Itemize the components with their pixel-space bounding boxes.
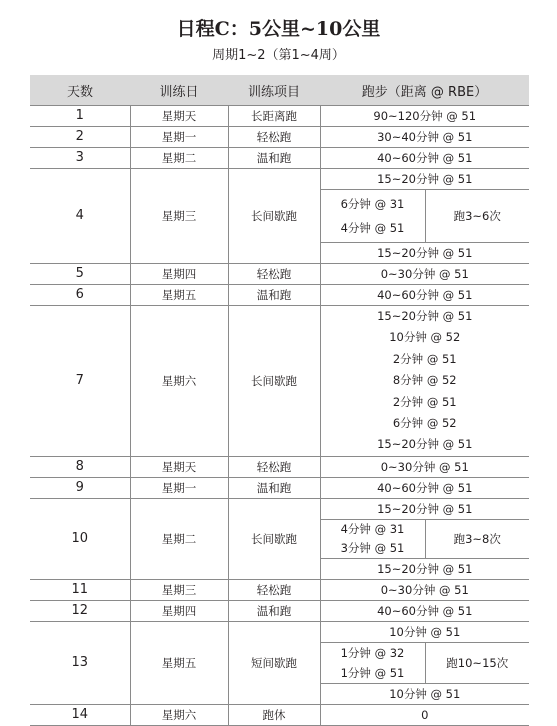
table-row [30, 285, 529, 306]
run-line: 2分钟 @ 51 [392, 394, 457, 409]
day-cell: 2 [30, 127, 130, 148]
item-cell: 轻松跑 [228, 456, 320, 477]
table-row [30, 306, 529, 457]
run-cell: 0~30分钟 @ 51 [320, 456, 529, 477]
run-cell-top: 15~20分钟 @ 51 [320, 498, 529, 519]
run-line: 8分钟 @ 52 [392, 373, 457, 388]
weekday-cell: 星期一 [130, 477, 228, 498]
page-title: 日程C：5公里~10公里 [176, 18, 381, 40]
table-row [30, 169, 529, 190]
header-day: 天数 [30, 75, 130, 106]
item-cell: 长间歇跑 [228, 498, 320, 579]
run-cell: 0~30分钟 @ 51 [320, 264, 529, 285]
run-cell: 30~40分钟 @ 51 [320, 127, 529, 148]
day-cell: 7 [30, 306, 130, 457]
day-cell: 3 [30, 148, 130, 169]
table-row [30, 106, 529, 127]
item-cell: 短间歇跑 [228, 621, 320, 704]
day-cell: 11 [30, 579, 130, 600]
table-row [30, 600, 529, 621]
table-row [30, 264, 529, 285]
header-run: 跑步（距离 @ RBE） [320, 75, 529, 106]
table-row [30, 621, 529, 642]
training-schedule-table [30, 75, 529, 726]
weekday-cell: 星期二 [130, 498, 228, 579]
interval-line: 1分钟 @ 51 [340, 665, 405, 680]
run-cell: 40~60分钟 @ 51 [320, 477, 529, 498]
run-cell: 90~120分钟 @ 51 [320, 106, 529, 127]
weekday-cell: 星期六 [130, 306, 228, 457]
run-cell: 0~30分钟 @ 51 [320, 579, 529, 600]
run-line: 15~20分钟 @ 51 [377, 309, 473, 323]
run-line: 6分钟 @ 52 [392, 416, 457, 431]
table-row [30, 704, 529, 725]
header-row [30, 75, 529, 106]
weekday-cell: 星期五 [130, 621, 228, 704]
item-cell: 轻松跑 [228, 264, 320, 285]
repeat-count: 跑10~15次 [425, 643, 530, 683]
repeat-count: 跑3~8次 [425, 520, 530, 558]
item-cell: 温和跑 [228, 600, 320, 621]
item-cell: 跑休 [228, 704, 320, 725]
run-line: 2分钟 @ 51 [392, 351, 457, 366]
run-cell-bottom: 15~20分钟 @ 51 [320, 558, 529, 579]
item-cell: 温和跑 [228, 148, 320, 169]
weekday-cell: 星期三 [130, 579, 228, 600]
interval-line: 4分钟 @ 31 [340, 521, 405, 536]
day-cell: 14 [30, 704, 130, 725]
item-cell: 长距离跑 [228, 106, 320, 127]
table-row [30, 579, 529, 600]
item-cell: 轻松跑 [228, 127, 320, 148]
item-cell: 温和跑 [228, 285, 320, 306]
day-cell: 4 [30, 169, 130, 264]
header-item: 训练项目 [228, 75, 320, 106]
run-cell-bottom: 15~20分钟 @ 51 [320, 243, 529, 264]
run-line: 10分钟 @ 52 [389, 330, 461, 345]
interval-line: 4分钟 @ 51 [340, 221, 405, 235]
weekday-cell: 星期一 [130, 127, 228, 148]
table-row [30, 456, 529, 477]
run-interval-cell [320, 519, 529, 558]
run-cell: 40~60分钟 @ 51 [320, 148, 529, 169]
day-cell: 12 [30, 600, 130, 621]
interval-line: 1分钟 @ 32 [340, 645, 405, 660]
table-row [30, 477, 529, 498]
day-cell: 5 [30, 264, 130, 285]
weekday-cell: 星期五 [130, 285, 228, 306]
interval-line: 6分钟 @ 31 [340, 197, 405, 211]
weekday-cell: 星期三 [130, 169, 228, 264]
day-cell: 10 [30, 498, 130, 579]
run-cell: 40~60分钟 @ 51 [320, 600, 529, 621]
run-cell: 40~60分钟 @ 51 [320, 285, 529, 306]
weekday-cell: 星期四 [130, 600, 228, 621]
run-interval-cell [320, 642, 529, 683]
run-cell-multi [320, 306, 529, 457]
header-weekday: 训练日 [130, 75, 228, 106]
table-row [30, 127, 529, 148]
item-cell: 长间歇跑 [228, 306, 320, 457]
day-cell: 9 [30, 477, 130, 498]
weekday-cell: 星期天 [130, 106, 228, 127]
table-row [30, 148, 529, 169]
day-cell: 13 [30, 621, 130, 704]
weekday-cell: 星期六 [130, 704, 228, 725]
day-cell: 1 [30, 106, 130, 127]
item-cell: 轻松跑 [228, 579, 320, 600]
interval-line: 3分钟 @ 51 [340, 540, 405, 555]
page-subtitle: 周期1~2（第1~4周） [212, 48, 345, 63]
weekday-cell: 星期天 [130, 456, 228, 477]
table-row [30, 498, 529, 519]
day-cell: 8 [30, 456, 130, 477]
run-cell-bottom: 10分钟 @ 51 [320, 683, 529, 704]
run-interval-cell [320, 190, 529, 243]
item-cell: 温和跑 [228, 477, 320, 498]
run-cell-top: 10分钟 @ 51 [320, 621, 529, 642]
run-line: 15~20分钟 @ 51 [377, 437, 473, 452]
day-cell: 6 [30, 285, 130, 306]
repeat-count: 跑3~6次 [425, 190, 530, 242]
weekday-cell: 星期四 [130, 264, 228, 285]
weekday-cell: 星期二 [130, 148, 228, 169]
item-cell: 长间歇跑 [228, 169, 320, 264]
run-cell-top: 15~20分钟 @ 51 [320, 169, 529, 190]
run-cell: 0 [320, 704, 529, 725]
